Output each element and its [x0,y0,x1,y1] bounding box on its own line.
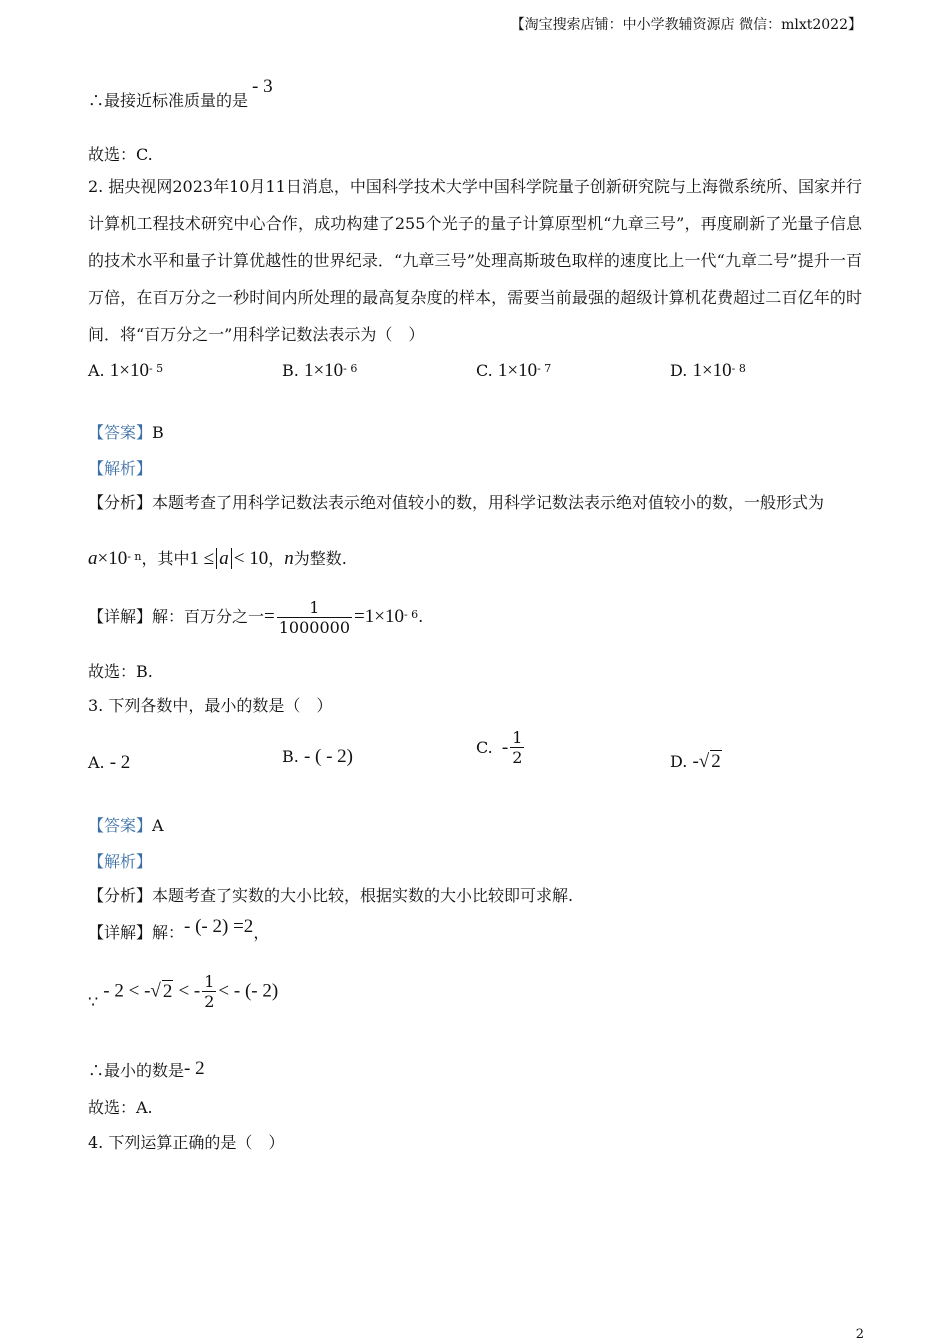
q3-option-b: B. - ( - 2) [282,746,353,767]
q3-analysis-tag: 【解析】 [88,852,153,871]
q1-choice: 故选：C. [88,145,153,164]
q2-option-c: C. $1\times 10^{- 7}$ [476,360,552,381]
q3-answer: 【答案】A [88,816,164,835]
q2-choice: 故选：B. [88,662,153,681]
q2-fenxi: 【分析】本题考查了用科学记数法表示绝对值较小的数，用科学记数法表示绝对值较小的数，一般形式为 [88,493,825,512]
q4-stem: 4. 下列运算正确的是（ ） [88,1133,285,1152]
q2-fraction: $\frac{1}{1000000}$ [278,598,351,637]
q3-option-d: D. -√ 2 [670,751,721,772]
q1-conclusion: ∴最接近标准质量的是- 3 [88,76,273,110]
q3-comparison-chain: ∵ - 2 < -√ 2 < - $\frac{1}{2}$ < - (- 2) [88,972,279,1011]
q3-option-c: C. - $\frac{1}{2}$ [476,728,523,767]
q3-chain-fraction: $\frac{1}{2}$ [204,972,215,1011]
q3-conclusion: ∴最小的数是- 2 [88,1058,205,1080]
q2-analysis-tag: 【解析】 [88,459,153,478]
q2-detail: 【详解】解：百万分之一= $\frac{1}{1000000}$ $=1\times 10^{- 6}$. [88,598,424,637]
q2-general-form: $a\times 10^{- n}$，其中1 ≤ a < 10，n为整数. [88,548,347,569]
q3-option-c-fraction: $\frac{1}{2}$ [512,728,523,767]
q2-option-d: D. $1\times 10^{- 8}$ [670,360,746,381]
q2-answer: 【答案】B [88,423,164,442]
q3-stem: 3. 下列各数中，最小的数是（ ） [88,696,333,715]
q3-choice: 故选：A. [88,1098,153,1117]
q3-fenxi: 【分析】本题考查了实数的大小比较，根据实数的大小比较即可求解. [88,886,574,905]
page-header: 【淘宝搜索店铺：中小学教辅资源店 微信：mlxt2022】 [510,17,862,33]
page-number: 2 [855,1327,864,1342]
q1-conclusion-value: - 3 [252,76,273,97]
q2-option-a: A. $1\times 10^{- 5}$ [88,360,164,381]
q2-stem: 2. 据央视网2023年10月11日消息，中国科学技术大学中国科学院量子创新研究院与上海微系统所、国家并行计算机工程技术研究中心合作，成功构建了255个光子的量子计算原型机“九章三号”，再度刷新了光量子信息的技术水平和量子计算优越性的世界纪录．“九章三号”处理高斯玻色取样的速度比上一代“九章二号”提升一百万倍，在百万分之一秒时间内所处理的最高复杂度的样本，需要当前最强的超级计算机花费超过二百亿年的时间．将“百万分之一”用科学记数法表示为（ ） [88,177,862,344]
q3-detail: 【详解】解：- (- 2) =2， [88,916,270,942]
q3-option-a: A. - 2 [88,752,131,773]
q2-option-b: B. $1\times 10^{- 6}$ [282,360,358,381]
